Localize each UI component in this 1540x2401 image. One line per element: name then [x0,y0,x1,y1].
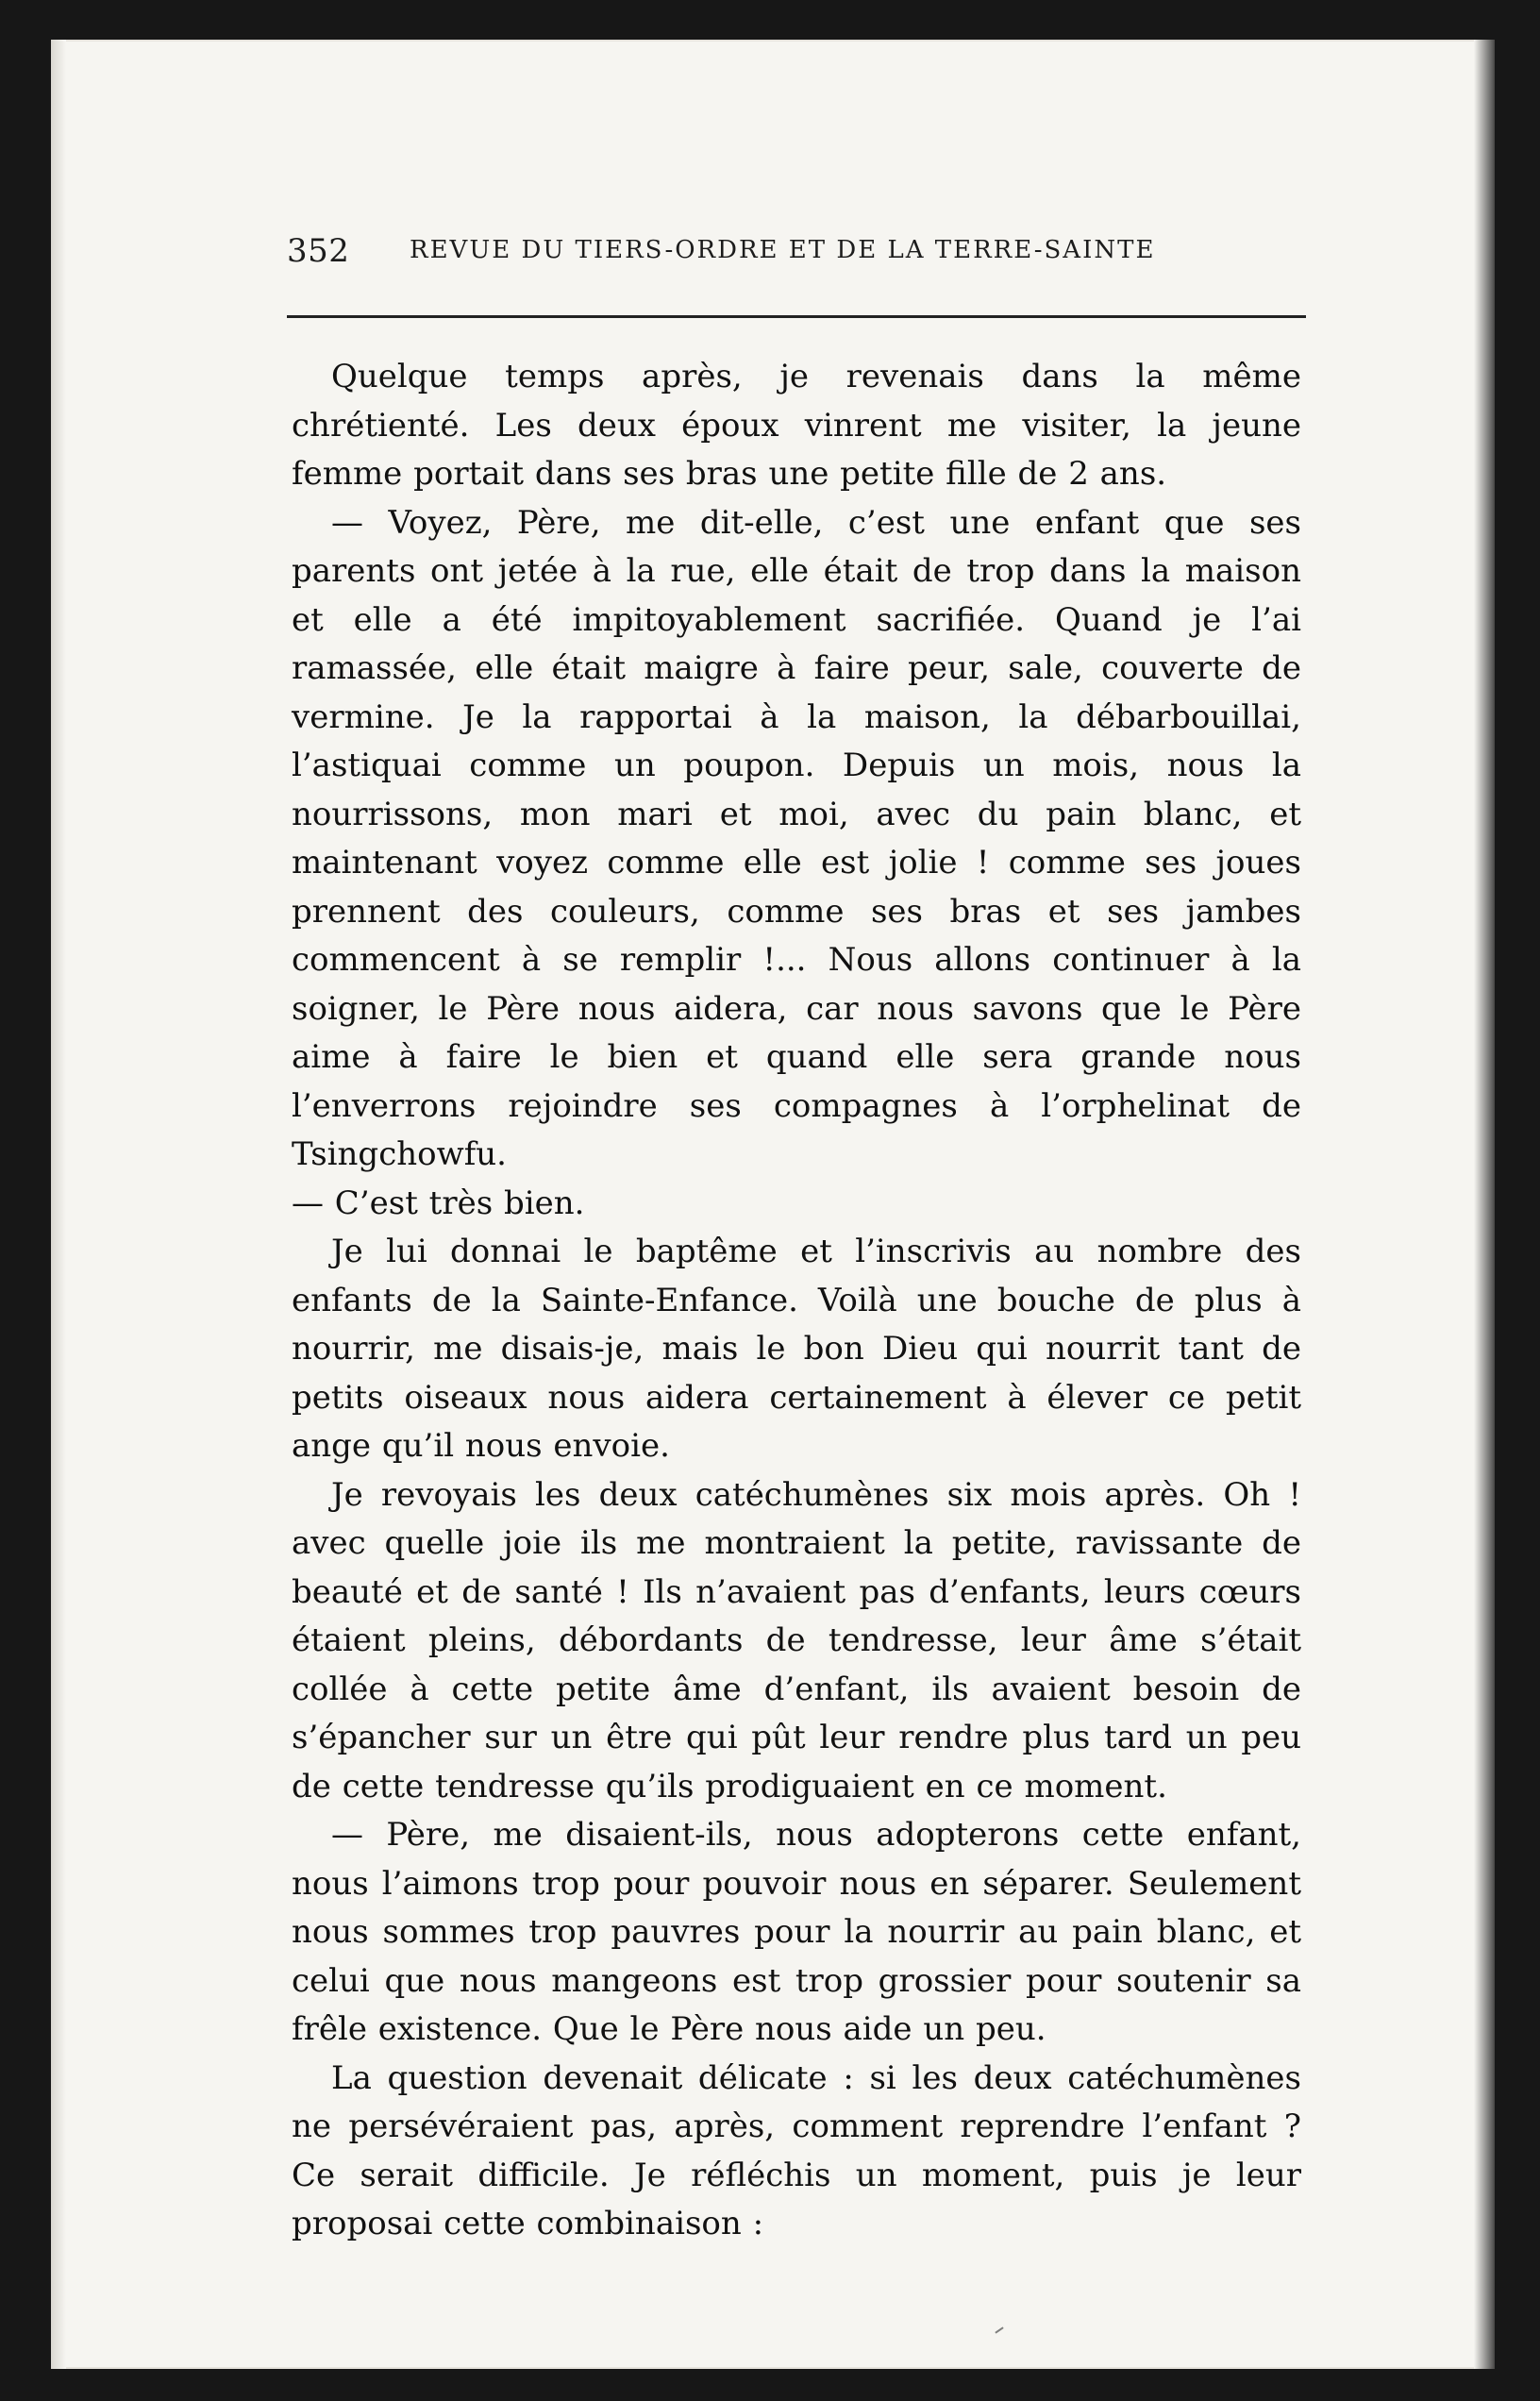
book-page [51,40,1495,2369]
paragraph-7: La question devenait délicate : si les deux catéchumènes ne persévéraient pas, après, comment reprendre l’enfant ? Ce serait difficile. Je réfléchis un moment, puis je leur proposai cette combinaison : [292,2058,1301,2242]
page-body [292,353,1301,2249]
paragraph-3: — C’est très bien. [292,1184,585,1222]
paragraph-6: — Père, me disaient-ils, nous adopterons cette enfant, nous l’aimons trop pour pouvoir nous en séparer. Seulement nous sommes trop pauvres pour la nourrir au pain blanc, et celui que nous mangeons est trop grossier pour soutenir sa frêle existence. Que le Père nous aide un peu. [292,1816,1301,2048]
scan-mark [995,2326,1003,2333]
paragraph-1: Quelque temps après, je revenais dans la même chrétienté. Les deux époux vinrent me visiter, la jeune femme portait dans ses bras une petite fille de 2 ans. [292,358,1301,493]
page-left-edge [51,40,66,2369]
page-number: 352 [287,232,350,270]
paragraph-5: Je revoyais les deux catéchumènes six mois après. Oh ! avec quelle joie ils me montraient la petite, ravissante de beauté et de santé ! Ils n’avaient pas d’enfants, leurs cœurs étaient pleins, débordants de tendresse, leur âme s’était collée à cette petite âme d’enfant, ils avaient besoin de s’épancher sur un être qui pût leur rendre plus tard un peu de cette tendresse qu’ils prodiguaient en ce moment. [292,1475,1301,1805]
paragraph-4: Je lui donnai le baptême et l’inscrivis au nombre des enfants de la Sainte-Enfance. Voilà une bouche de plus à nourrir, me disais-je, mais le bon Dieu qui nourrit tant de petits oiseaux nous aidera certainement à élever ce petit ange qu’il nous envoie. [292,1233,1301,1465]
paragraph-2: — Voyez, Père, me dit-elle, c’est une enfant que ses parents ont jetée à la rue, elle était de trop dans la maison et elle a été impitoyablement sacrifiée. Quand je l’ai ramassée, elle était maigre à faire peur, sale, couverte de vermine. Je la rapportai à la maison, la débarbouillai, l’astiquai comme un poupon. Depuis un mois, nous la nourrissons, mon mari et moi, avec du pain blanc, et maintenant voyez comme elle est jolie ! comme ses joues prennent des couleurs, comme ses bras et ses jambes commencent à se remplir !... Nous allons continuer à la soigner, le Père nous aidera, car nous savons que le Père aime à faire le bien et quand elle sera grande nous l’enverrons rejoindre ses compagnes à l’orphelinat de Tsingchowfu. [292,503,1301,1173]
running-title: REVUE DU TIERS-ORDRE ET DE LA TERRE-SAINTE [410,236,1156,264]
page-right-edge [1474,40,1495,2369]
page-header [287,232,1306,308]
header-rule [287,315,1306,318]
